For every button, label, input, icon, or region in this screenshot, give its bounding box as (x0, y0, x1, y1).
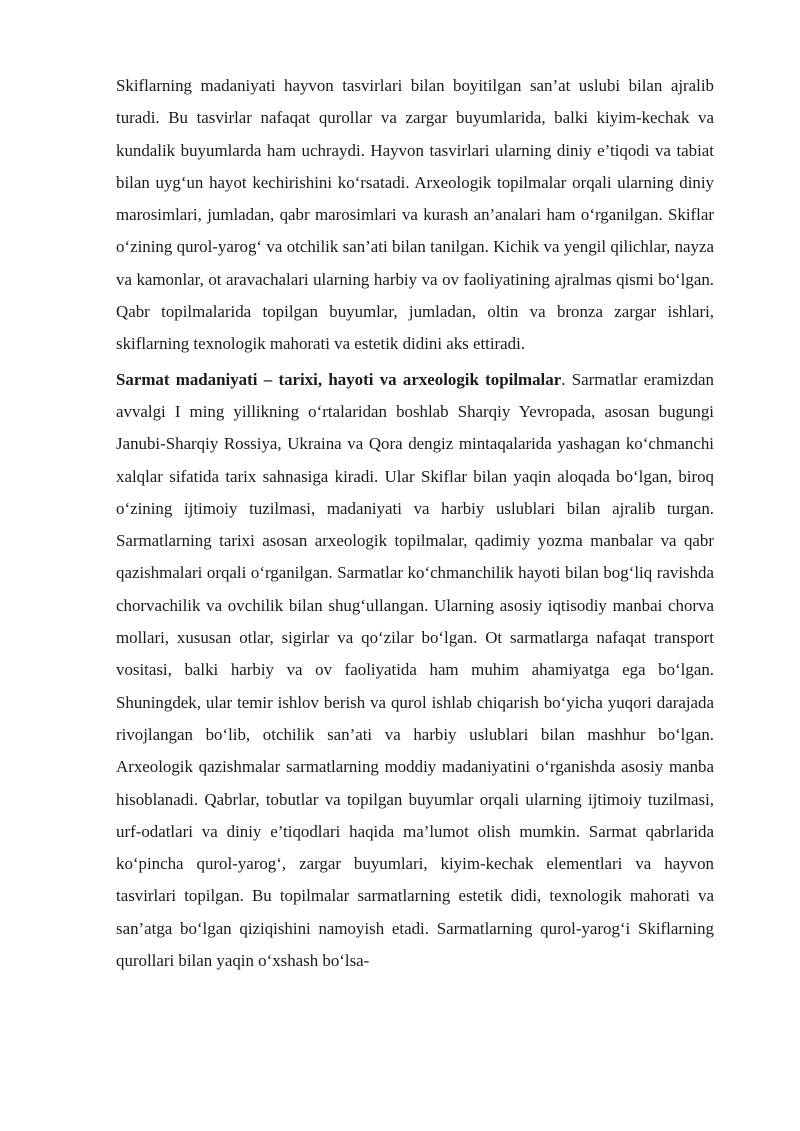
paragraph-text: . Sarmatlar eramizdan avvalgi I ming yillikning o‘rtalaridan boshlab Sharqiy Yevropada, asosan bugungi Janubi-Sharqiy Rossiya, Ukraina va Qora dengiz mintaqalarida yashagan ko‘chmanchi xalqlar sifatida tarix sahnasiga kiradi. Ular Skiflar bilan yaqin aloqada bo‘lgan, biroq o‘zining ijtimoiy tuzilmasi, madaniyati va harbiy uslublari bilan ajralib turgan. Sarmatlarning tarixi asosan arxeologik topilmalar, qadimiy yozma manbalar va qabr qazishmalari orqali o‘rganilgan. Sarmatlar ko‘chmanchilik hayoti bilan bog‘liq ravishda chorvachilik va ovchilik bilan shug‘ullangan. Ularning asosiy iqtisodiy manbai chorva mollari, xususan otlar, sigirlar va qo‘zilar bo‘lgan. Ot sarmatlarga nafaqat transport vositasi, balki harbiy va ov faoliyatida ham muhim ahamiyatga ega bo‘lgan. Shuningdek, ular temir ishlov berish va qurol ishlab chiqarish bo‘yicha yuqori darajada rivojlangan bo‘lib, otchilik san’ati va harbiy uslublari bilan mashhur bo‘lgan. Arxeologik qazishmalar sarmatlarning moddiy madaniyatini o‘rganishda asosiy manba hisoblanadi. Qabrlar, tobutlar va topilgan buyumlar orqali ularning ijtimoiy tuzilmasi, urf-odatlari va diniy e’tiqodlari haqida ma’lumot olish mumkin. Sarmat qabrlarida ko‘pincha qurol-yarog‘, zargar buyumlari, kiyim-kechak elementlari va hayvon tasvirlari topilgan. Bu topilmalar sarmatlarning estetik didi, texnologik mahorati va san’atga bo‘lgan qiziqishini namoyish etadi. Sarmatlarning qurol-yarog‘i Skiflarning qurollari bilan yaqin o‘xshash bo‘lsa- (116, 369, 714, 971)
paragraph-sarmat-culture (116, 364, 714, 978)
document-page (116, 70, 714, 977)
section-heading: Sarmat madaniyati – tarixi, hayoti va arxeologik topilmalar (116, 369, 562, 389)
paragraph-text: Skiflarning madaniyati hayvon tasvirlari bilan boyitilgan san’at uslubi bilan ajralib turadi. Bu tasvirlar nafaqat qurollar va zargar buyumlarida, balki kiyim-kechak va kundalik buyumlarda ham uchraydi. Hayvon tasvirlari ularning diniy e’tiqodi va tabiat bilan uyg‘un hayot kechirishini ko‘rsatadi. Arxeologik topilmalar orqali ularning diniy marosimlari, jumladan, qabr marosimlari va kurash an’analari ham o‘rganilgan. Skiflar o‘zining qurol-yarog‘ va otchilik san’ati bilan tanilgan. Kichik va yengil qilichlar, nayza va kamonlar, ot aravachalari ularning harbiy va ov faoliyatining ajralmas qismi bo‘lgan. Qabr topilmalarida topilgan buyumlar, jumladan, oltin va bronza zargar ishlari, skiflarning texnologik mahorati va estetik didini aks ettiradi. (116, 76, 714, 354)
paragraph-skif-culture (116, 70, 714, 361)
